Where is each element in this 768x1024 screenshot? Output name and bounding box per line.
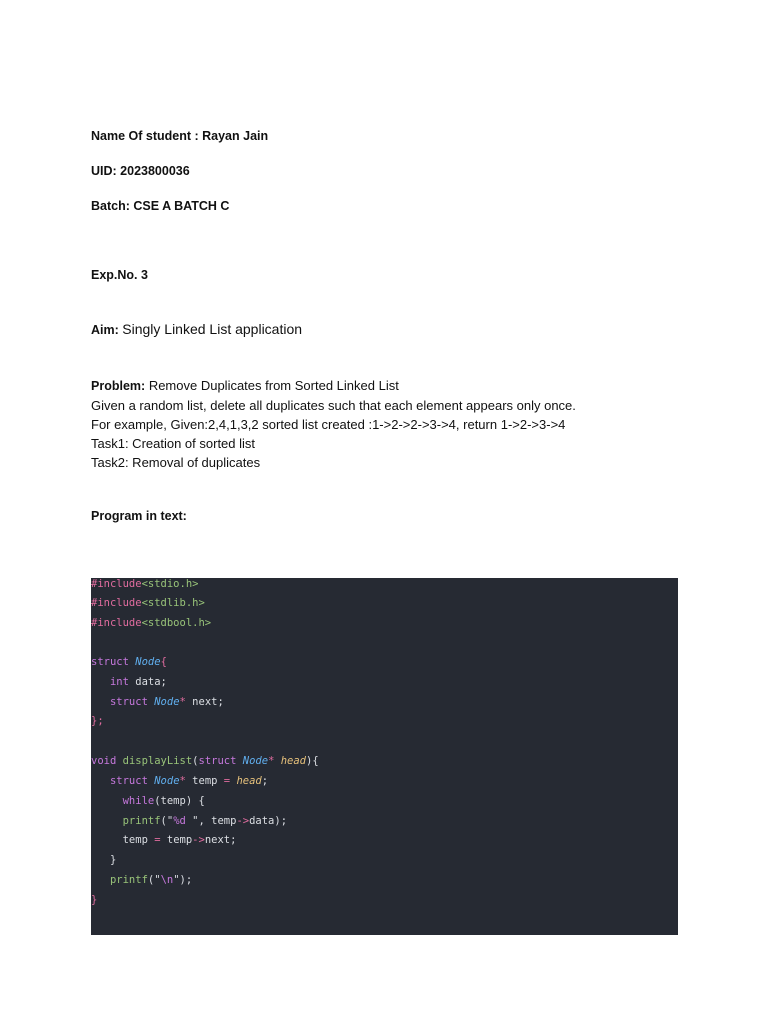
code-line: printf("%d ", temp->data); (91, 815, 288, 827)
student-uid: UID: 2023800036 (91, 164, 190, 178)
code-line: struct Node* next; (91, 696, 224, 708)
code-line: #include<stdlib.h> (91, 597, 205, 609)
code-line: void displayList(struct Node* head){ (91, 755, 319, 767)
code-line: }; (91, 715, 104, 727)
code-line: temp = temp->next; (91, 834, 237, 846)
problem-line: For example, Given:2,4,1,3,2 sorted list created :1->2->2->3->4, return 1->2->3->4 (91, 417, 566, 432)
code-block (91, 578, 678, 935)
code-line: int data; (91, 676, 167, 688)
code-line: #include<stdio.h> (91, 578, 199, 590)
aim-label: Aim: (91, 323, 119, 337)
program-heading: Program in text: (91, 509, 187, 523)
problem-line: Given a random list, delete all duplicates such that each element appears only once. (91, 398, 576, 413)
experiment-number: Exp.No. 3 (91, 268, 148, 282)
code-line: } (91, 894, 98, 906)
problem-line: Task1: Creation of sorted list (91, 436, 256, 451)
code-line: } (91, 854, 117, 866)
student-name: Name Of student : Rayan Jain (91, 129, 269, 143)
code-line: printf("\n"); (91, 874, 193, 886)
aim-text: Singly Linked List application (122, 321, 303, 337)
problem-label: Problem: (91, 379, 146, 393)
student-batch: Batch: CSE A BATCH C (91, 199, 230, 213)
code-line: struct Node{ (91, 656, 167, 668)
code-line: #include<stdbool.h> (91, 617, 212, 629)
code-line: struct Node* temp = head; (91, 775, 269, 787)
problem-line: Task2: Removal of duplicates (91, 455, 261, 470)
code-line: while(temp) { (91, 795, 205, 807)
aim-line (91, 321, 302, 337)
problem-title: Remove Duplicates from Sorted Linked List (148, 378, 399, 393)
problem-section (91, 376, 576, 472)
